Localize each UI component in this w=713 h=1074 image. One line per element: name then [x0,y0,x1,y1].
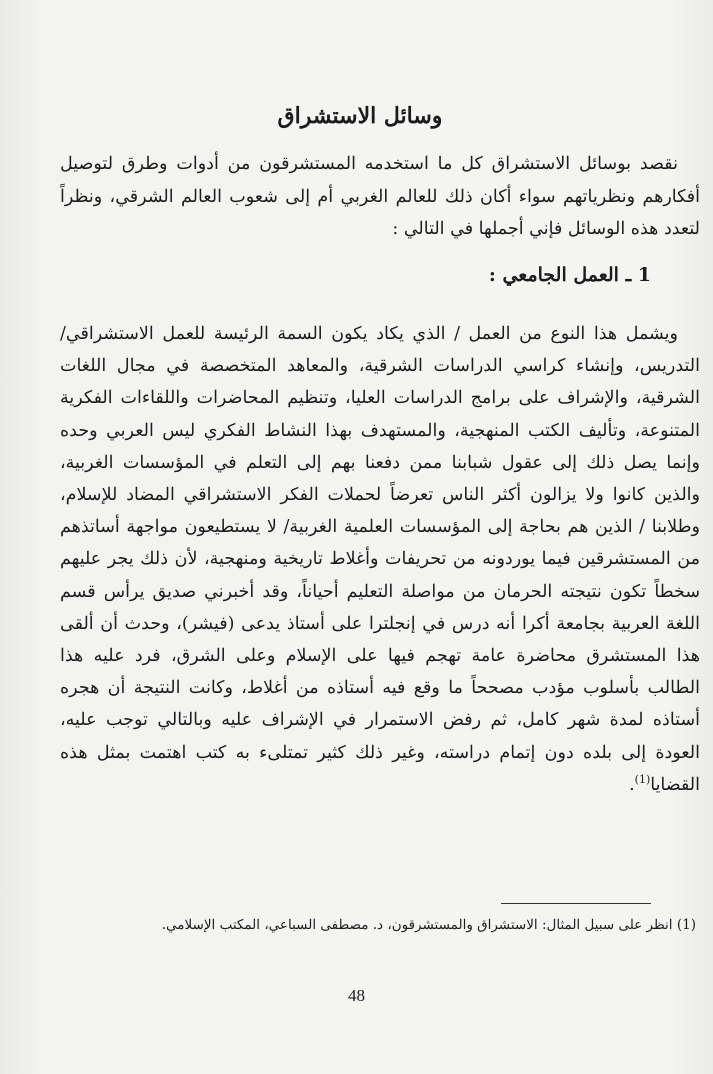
body-text: ويشمل هذا النوع من العمل / الذي يكاد يكون السمة الرئيسة للعمل الاستشراقي/ التدريس، وإنشاء كراسي الدراسات الشرقية، والمعاهد المتخصصة في مجال اللغات الشرقية، والإشراف على برامج الدراسات العليا، وتنظيم المحاضرات واللقاءات الفكرية المتنوعة، وتأليف الكتب المنهجية، والمستهدف بهذا النشاط الفكري ليس العربي وحده وإنما يصل ذلك إلى عقول شبابنا ممن دفعنا بهم إلى التعلم في المؤسسات الغربية، والذين كانوا ولا يزالون أكثر الناس تعرضاً لحملات الفكر الاستشراقي المضاد للإسلام، وطلابنا / الذين هم بحاجة إلى المؤسسات العلمية الغربية/ لا يستطيعون مواجهة أساتذهم من المستشرقين فيما يوردونه من تحريفات وأغلاط تاريخية ومنهجية، لأن ذلك يجر عليهم سخطاً تكون نتيجته الحرمان من مواصلة التعليم أحياناً، وقد أخبرني صديق يرأس قسم اللغة العربية بجامعة أكرا أنه درس في إنجلترا على أستاذ يدعى (فيشر)، وحدث أن ألقى هذا المستشرق محاضرة عامة تهجم فيها على الإسلام وعلى الشرق، فرد عليه هذا الطالب بأسلوب مؤدب مصححاً ما وقع فيه أستاذه من أغلاط، وكانت النتيجة أن هجره أستاذه لمدة شهر كامل، ثم رفض الاستمرار في الإشراف عليه وبالتالي توجب عليه، العودة إلى بلده دون إتمام دراسته، وغير ذلك كثير تمتلىء به كتب اهتمت بمثل هذه القضايا [60,324,700,795]
section-heading: 1 ـ العمل الجامعي : [488,264,651,286]
body-end: . [629,774,635,795]
footnote: (1) انظر على سبيل المثال: الاستشراق والمستشرقون، د. مصطفى السباعي، المكتب الإسلامي. [161,917,696,933]
footnote-marker: (1) [634,773,651,787]
body-text-container [60,318,700,801]
page-number: 48 [348,986,365,1005]
intro-text: نقصد بوسائل الاستشراق كل ما استخدمه المستشرقون من أدوات وطرق لتوصيل أفكارهم ونظرياتهم سواء أكان ذلك للعالم الغربي أم إلى شعوب العالم الشرقي، ونظراً لتعدد هذه الوسائل فإني أجملها في التالي : [60,154,700,239]
body-paragraph [60,318,700,801]
page-title: وسائل الاستشراق [277,103,443,129]
intro-paragraph [60,148,700,246]
footnote-divider [501,903,651,904]
